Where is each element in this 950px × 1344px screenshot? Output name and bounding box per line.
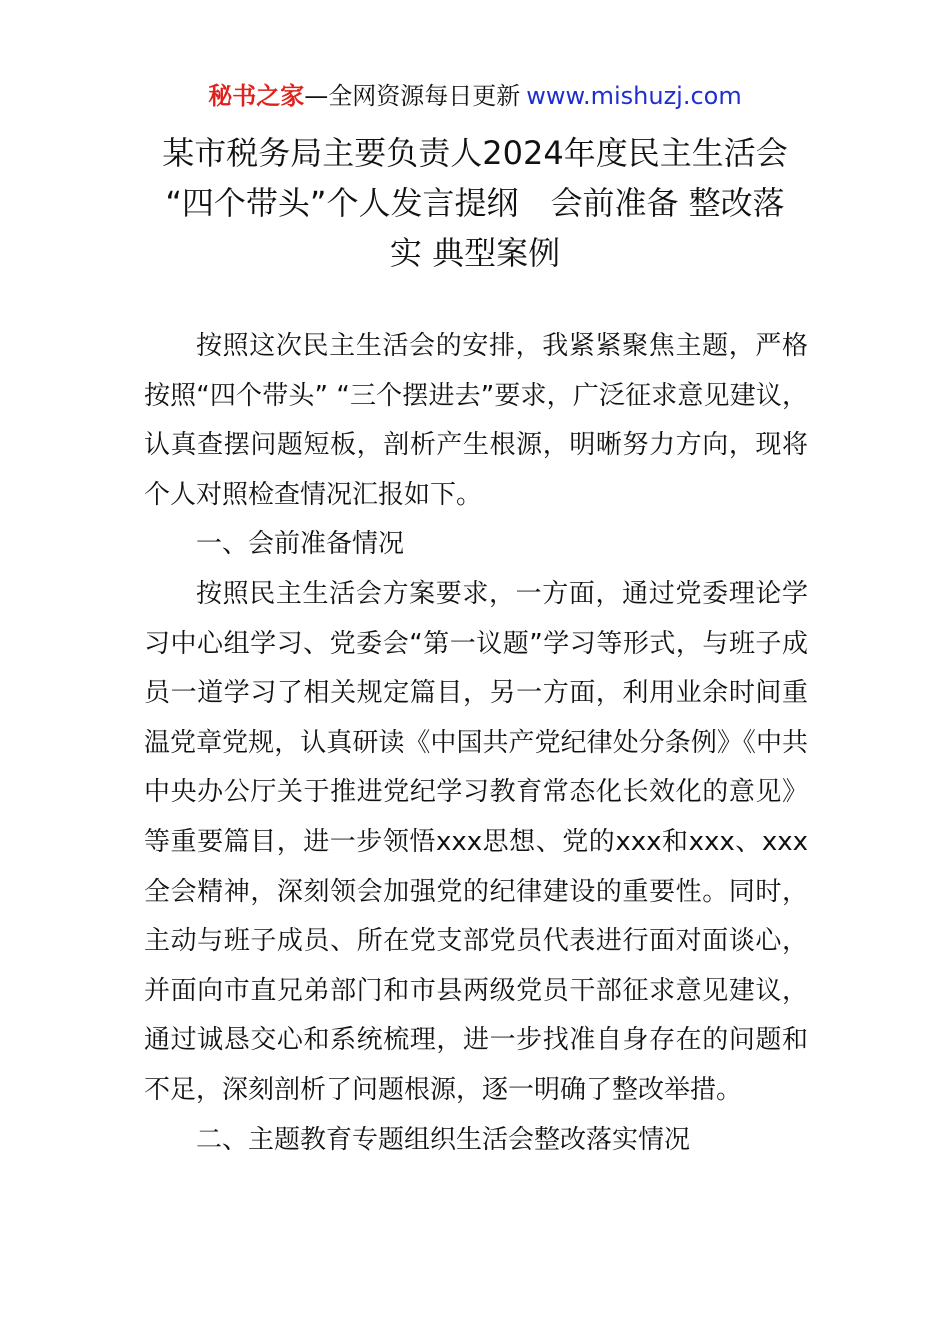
header-dash: — xyxy=(304,82,329,110)
site-header xyxy=(0,80,950,112)
title-line-1: 某市税务局主要负责人2024年度民主生活会 xyxy=(162,134,788,172)
title-line-3: 实 典型案例 xyxy=(389,234,561,272)
site-tagline: 全网资源每日更新 xyxy=(328,82,521,110)
section-2-heading: 二、主题教育专题组织生活会整改落实情况 xyxy=(196,1124,691,1155)
site-name: 秘书之家 xyxy=(208,82,305,110)
title-line-2: “四个带头”个人发言提纲 会前准备 整改落 xyxy=(165,184,785,222)
section-1-heading: 一、会前准备情况 xyxy=(196,529,405,560)
intro-paragraph: 按照这次民主生活会的安排，我紧紧聚焦主题，严格按照“四个带头” “三个摆进去”要求，广泛征求意见建议，认真查摆问题短板，剖析产生根源，明晰努力方向，现将个人对照检查情况汇报如下。 xyxy=(144,331,808,510)
section-1-paragraph: 按照民主生活会方案要求，一方面，通过党委理论学习中心组学习、党委会“第一议题”学习等形式，与班子成员一道学习了相关规定篇目，另一方面，利用业余时间重温党章党规，认真研读《中国共产党纪律处分条例》《中共中央办公厅关于推进党纪学习教育常态化长效化的意见》等重要篇目，进一步领悟xxx思想、党的xxx和xxx、xxx全会精神，深刻领会加强党的纪律建设的重要性。同时，主动与班子成员、所在党支部党员代表进行面对面谈心，并面向市直兄弟部门和市县两级党员干部征求意见建议，通过诚恳交心和系统梳理，进一步找准自身存在的问题和不足，深刻剖析了问题根源，逐一明确了整改举措。 xyxy=(144,578,808,1105)
document-body xyxy=(144,322,808,1165)
site-url-link[interactable]: www.mishuzj.com xyxy=(526,82,742,110)
document-title xyxy=(140,128,810,278)
